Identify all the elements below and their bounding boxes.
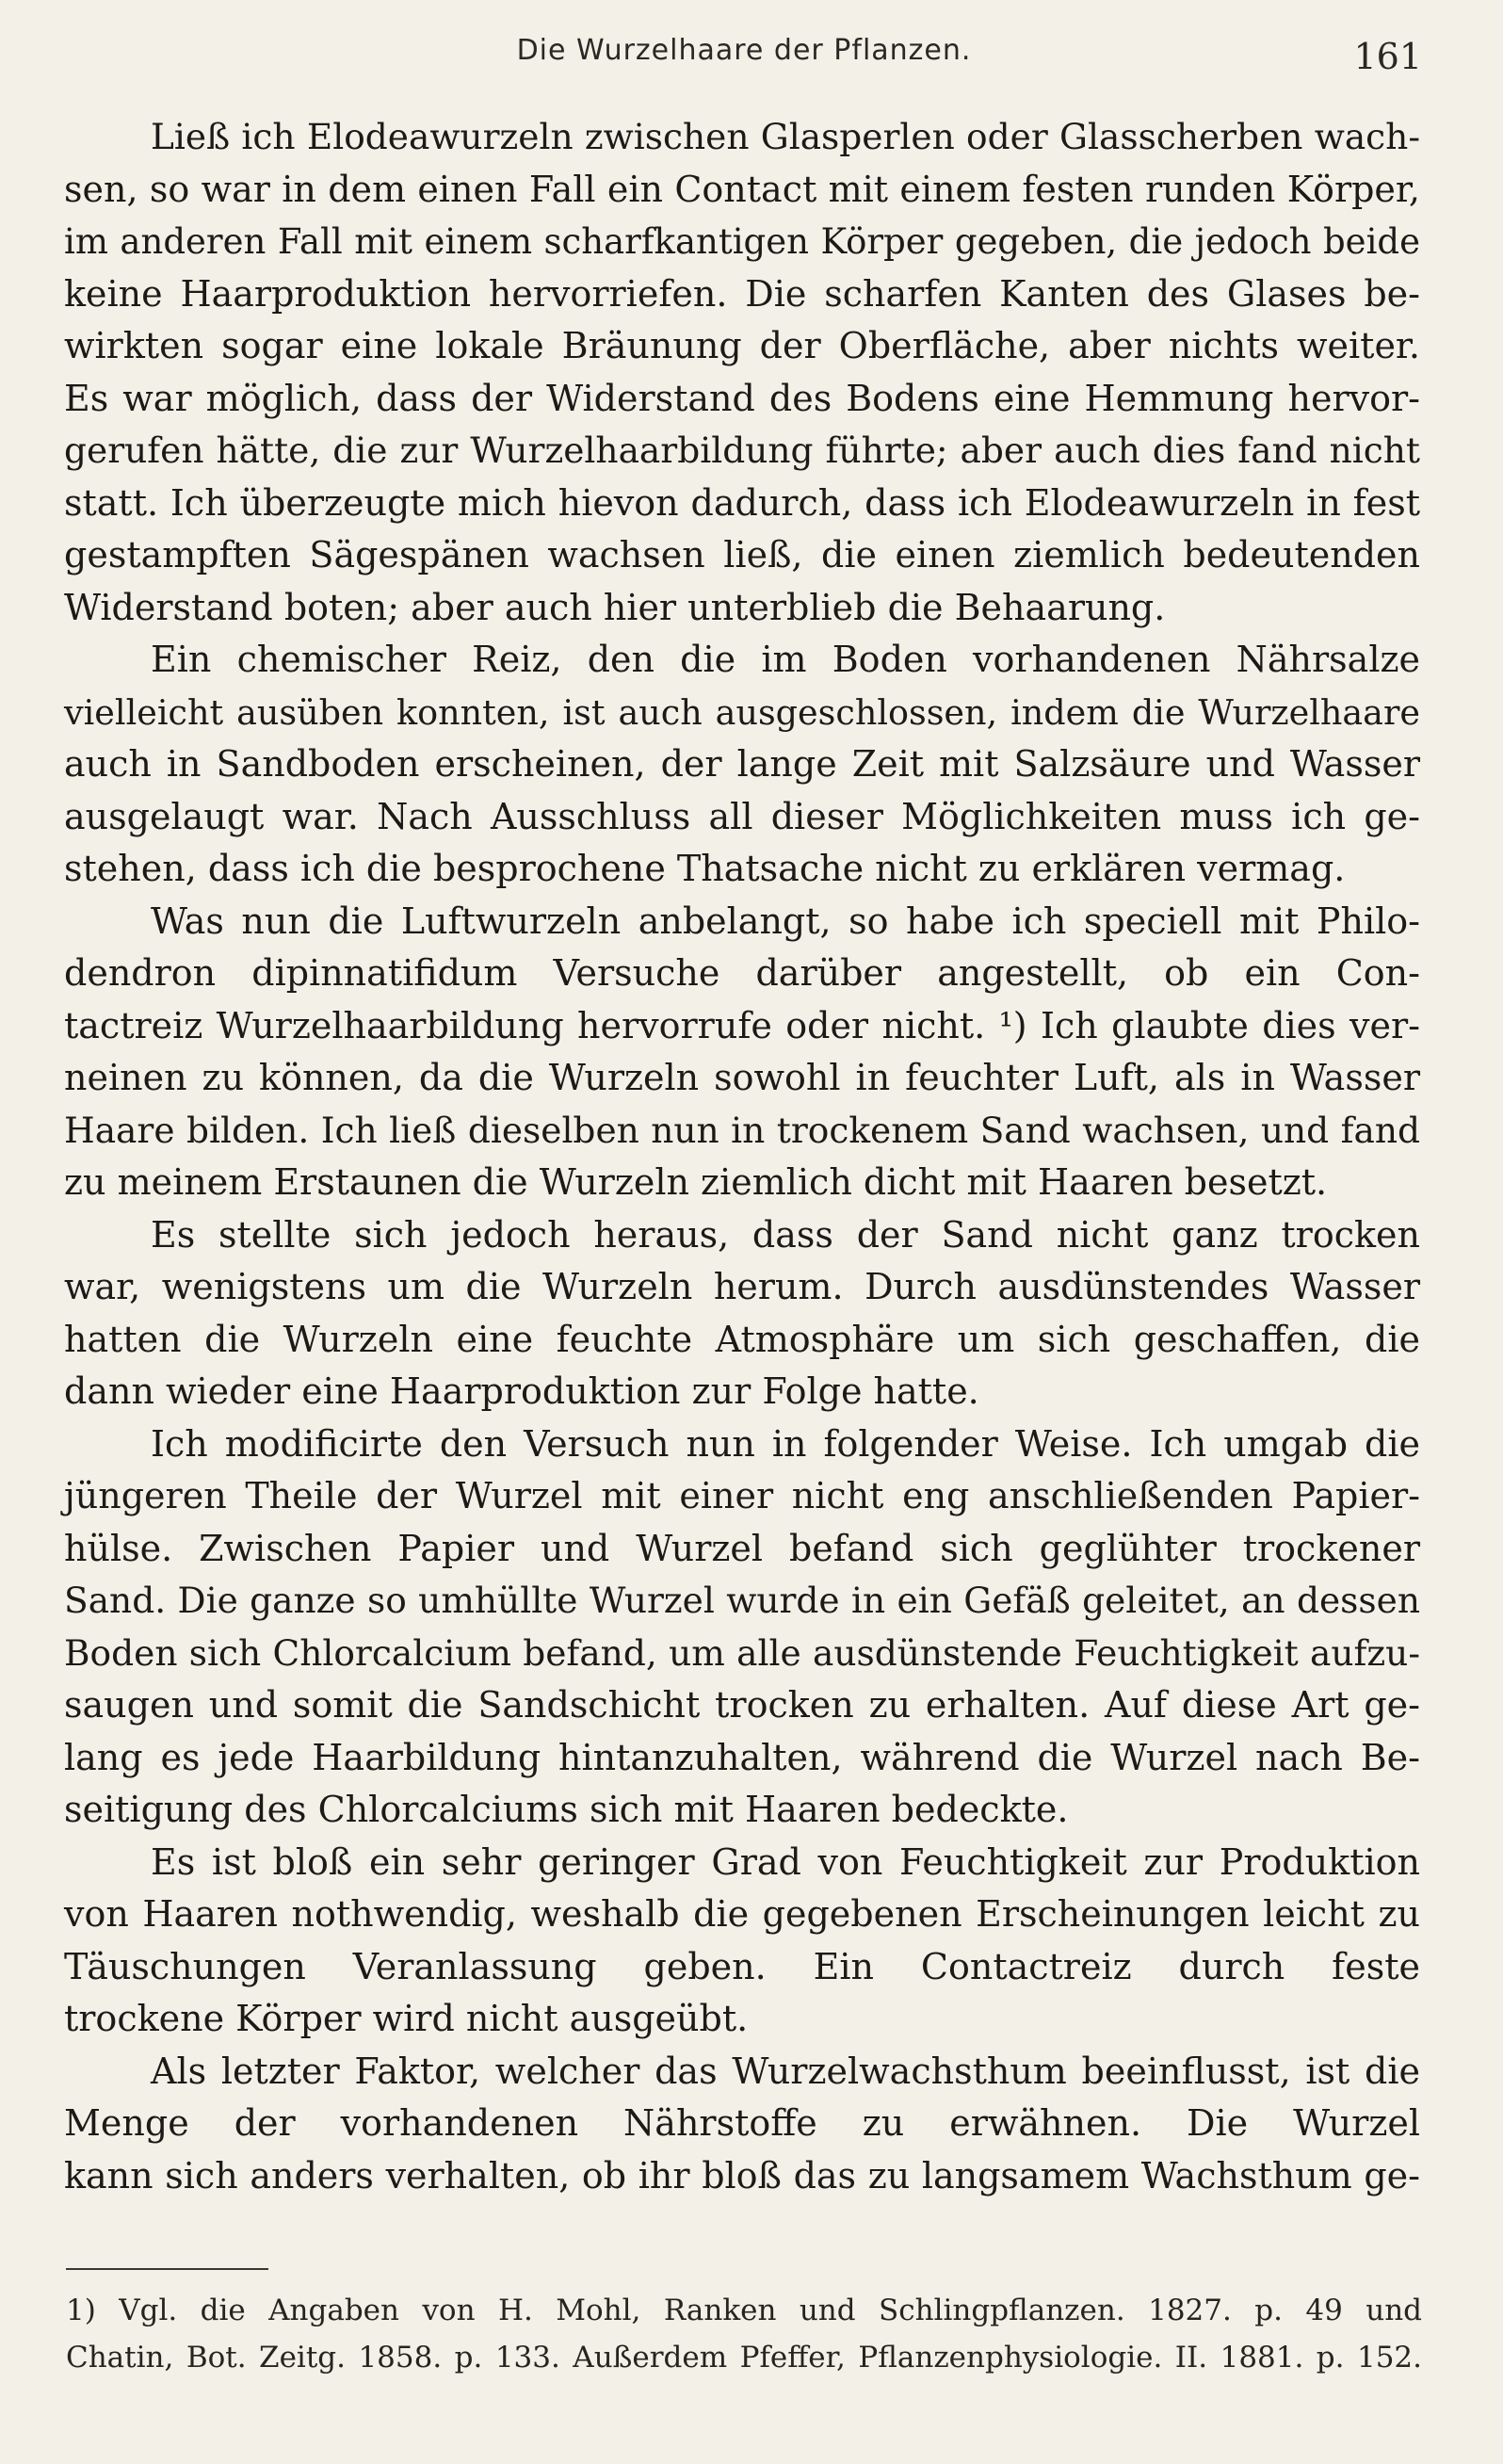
footnote-divider <box>66 2268 268 2270</box>
text-line: von Haaren nothwendig, weshalb die gegebenen Erscheinungen leicht zu <box>64 1893 1420 1935</box>
text-line: Es stellte sich jedoch heraus, dass der Sand nicht ganz trocken <box>151 1213 1420 1256</box>
text-line: stehen, dass ich die besprochene Thatsache nicht zu erklären vermag. <box>64 848 1346 889</box>
text-line: wirkten sogar eine lokale Bräunung der Oberfläche, aber nichts weiter. <box>64 325 1420 366</box>
text-line: Täuschungen Veranlassung geben. Ein Contactreiz durch feste <box>64 1945 1420 1987</box>
footnote-line: Chatin, Bot. Zeitg. 1858. p. 133. Außerdem Pfeffer, Pflanzenphysiologie. II. 1881. p. 152. <box>66 2341 1422 2375</box>
text-line: zu meinem Erstaunen die Wurzeln ziemlich dicht mit Haaren besetzt. <box>64 1161 1328 1203</box>
text-line: im anderen Fall mit einem scharfkantigen Körper gegeben, die jedoch beide <box>64 221 1420 262</box>
footnotes <box>66 2287 1422 2381</box>
text-line: dann wieder eine Haarproduktion zur Folge hatte. <box>64 1370 979 1412</box>
text-line: auch in Sandboden erscheinen, der lange Zeit mit Salzsäure und Wasser <box>64 743 1420 785</box>
text-line: Ein chemischer Reiz, den die im Boden vorhandenen Nährsalze <box>151 639 1420 680</box>
text-line: gestampften Sägespänen wachsen ließ, die einen ziemlich bedeutenden <box>64 534 1420 575</box>
text-line: Haare bilden. Ich ließ dieselben nun in trockenem Sand wachsen, und fand <box>64 1109 1420 1151</box>
text-line: gerufen hätte, die zur Wurzelhaarbildung führte; aber auch dies fand nicht <box>64 430 1420 471</box>
text-line: Boden sich Chlorcalcium befand, um alle ausdünstende Feuchtigkeit aufzu- <box>64 1631 1420 1674</box>
text-line: hülse. Zwischen Papier und Wurzel befand sich geglühter trockener <box>64 1527 1420 1569</box>
text-line: war, wenigstens um die Wurzeln herum. Durch ausdünstendes Wasser <box>64 1266 1420 1307</box>
text-line: hatten die Wurzeln eine feuchte Atmosphäre um sich geschaffen, die <box>64 1318 1420 1360</box>
footnote-line: 1) Vgl. die Angaben von H. Mohl, Ranken und Schlingpflanzen. 1827. p. 49 und <box>66 2294 1422 2327</box>
text-line: Ich modificirte den Versuch nun in folgender Weise. Ich umgab die <box>151 1422 1420 1465</box>
text-line: keine Haarproduktion hervorriefen. Die scharfen Kanten des Glases be- <box>64 272 1420 315</box>
text-line: Was nun die Luftwurzeln anbelangt, so habe ich speciell mit Philo- <box>151 900 1420 942</box>
running-title: Die Wurzelhaare der Pflanzen. <box>516 34 972 67</box>
text-line: jüngeren Theile der Wurzel mit einer nicht eng anschließenden Papier- <box>64 1475 1420 1516</box>
text-line: Ließ ich Elodeawurzeln zwischen Glasperlen oder Glasscherben wach- <box>151 116 1420 157</box>
body-text <box>64 111 1420 2202</box>
text-line: lang es jede Haarbildung hintanzuhalten, während die Wurzel nach Be- <box>64 1736 1420 1778</box>
text-line: ausgelaugt war. Nach Ausschluss all dieser Möglichkeiten muss ich ge- <box>64 795 1420 837</box>
text-line: Sand. Die ganze so umhüllte Wurzel wurde in ein Gefäß geleitet, an dessen <box>64 1580 1420 1621</box>
text-line: Es war möglich, dass der Widerstand des Bodens eine Hemmung hervor- <box>64 377 1420 419</box>
text-line: trockene Körper wird nicht ausgeübt. <box>64 1998 749 2039</box>
text-line: Widerstand boten; aber auch hier unterblieb die Behaarung. <box>64 586 1166 628</box>
text-line: dendron dipinnatifidum Versuche darüber angestellt, ob ein Con- <box>64 952 1420 994</box>
text-line: tactreiz Wurzelhaarbildung hervorrufe oder nicht. ¹) Ich glaubte dies ver- <box>64 1004 1420 1046</box>
text-line: statt. Ich überzeugte mich hievon dadurch, dass ich Elodeawurzeln in fest <box>64 481 1420 524</box>
text-line: vielleicht ausüben konnten, ist auch ausgeschlossen, indem die Wurzelhaare <box>64 691 1420 733</box>
text-line: sen, so war in dem einen Fall ein Contact mit einem festen runden Körper, <box>64 168 1420 210</box>
running-head <box>66 34 1422 90</box>
text-line: kann sich anders verhalten, ob ihr bloß das zu langsamem Wachsthum ge- <box>64 2154 1420 2197</box>
text-line: Als letzter Faktor, welcher das Wurzelwachsthum beeinflusst, ist die <box>151 2050 1420 2092</box>
text-line: Es ist bloß ein sehr geringer Grad von Feuchtigkeit zur Produktion <box>151 1840 1420 1883</box>
page-number: 161 <box>1353 36 1422 77</box>
text-line: neinen zu können, da die Wurzeln sowohl in feuchter Luft, als in Wasser <box>64 1057 1420 1098</box>
text-line: Menge der vorhandenen Nährstoffe zu erwähnen. Die Wurzel <box>64 2102 1420 2144</box>
text-line: saugen und somit die Sandschicht trocken zu erhalten. Auf diese Art ge- <box>64 1684 1420 1726</box>
text-line: seitigung des Chlorcalciums sich mit Haaren bedeckte. <box>64 1789 1069 1830</box>
